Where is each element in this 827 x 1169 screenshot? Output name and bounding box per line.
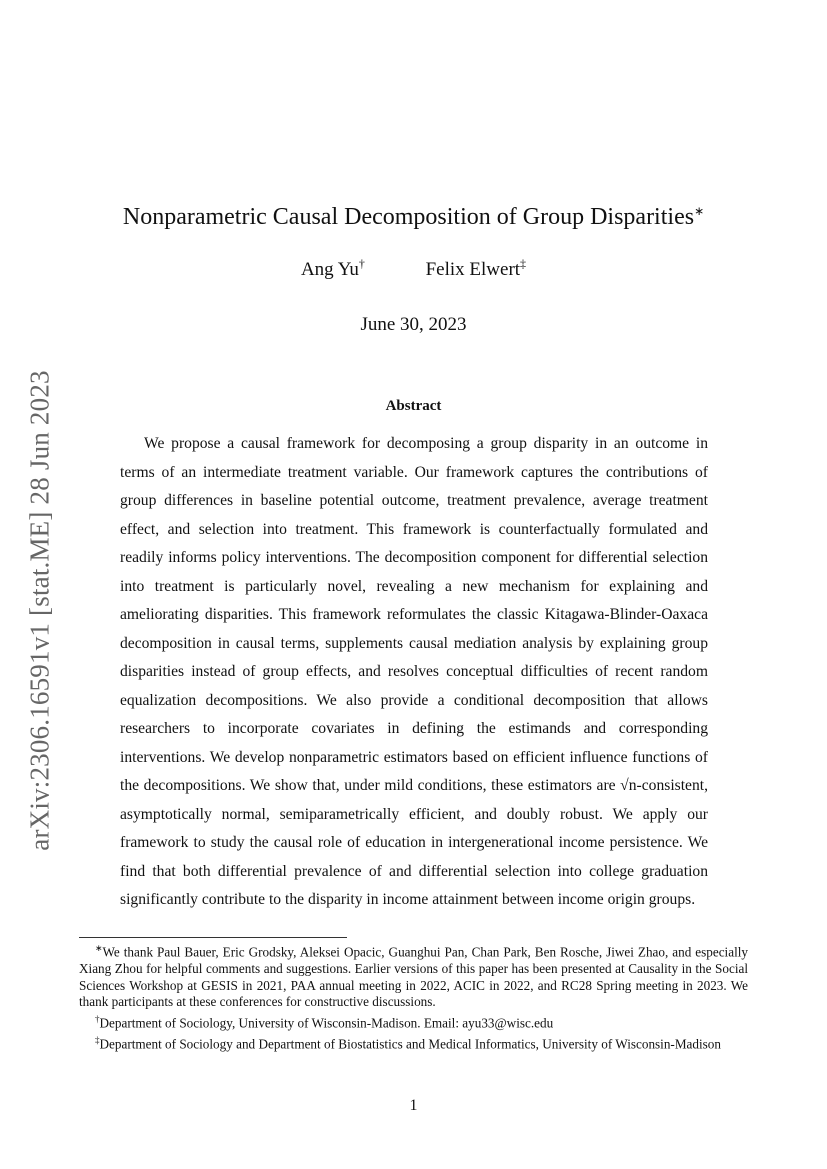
author-name: Felix Elwert xyxy=(425,259,521,280)
arxiv-identifier: arXiv:2306.16591v1 [stat.ME] 28 Jun 2023 xyxy=(24,369,55,851)
arxiv-sidebar xyxy=(22,360,58,860)
abstract-heading: Abstract xyxy=(385,398,442,414)
author-name: Ang Yu xyxy=(300,259,359,280)
footnote-rule xyxy=(79,937,347,938)
footnote xyxy=(79,1032,748,1053)
author-list xyxy=(0,256,827,281)
abstract-text: We propose a causal framework for decomposing a group disparity in an outcome in terms of an intermediate treatment variable. Our framework captures the contributions of group differences in baseline potential outcome, treatment prevalence, average treatment effect, and selection into treatment. This framework is counterfactually formulated and readily informs policy interventions. The decomposition component for differential selection into treatment is particularly novel, revealing a new mechanism for explaining and ameliorating disparities. This framework reformulates the classic Kitagawa-Blinder-Oaxaca decomposition in causal terms, supplements causal mediation analysis by explaining group disparities instead of group effects, and resolves conceptual difficulties of recent random equalization decompositions. We also provide a conditional decomposition that allows researchers to incorporate covariates in defining the estimands and corresponding interventions. We develop nonparametric estimators based on efficient influence functions of the decompositions. We show that, under mild conditions, these estimators are √n-consistent, asymptotically normal, semiparametrically efficient, and doubly robust. We apply our framework to study the causal role of education in intergenerational income persistence. We find that both differential prevalence of and differential selection into college graduation significantly contribute to the disparity in income attainment between income origin groups. xyxy=(120,435,708,908)
footnote xyxy=(79,940,748,1011)
footnote xyxy=(79,1011,748,1032)
paper-title-text: Nonparametric Causal Decomposition of Group Disparities xyxy=(122,204,695,231)
author-footnote-mark: † xyxy=(358,256,365,271)
footnote-text: Department of Sociology, University of Wisconsin-Madison. Email: ayu33@wisc.edu xyxy=(99,1015,554,1031)
footnote-mark: ‡ xyxy=(95,1034,100,1045)
paper-title xyxy=(0,204,827,231)
publication-date: June 30, 2023 xyxy=(360,314,467,335)
author xyxy=(300,256,365,281)
author xyxy=(425,256,527,281)
footnote-mark: ∗ xyxy=(95,943,103,953)
page-number: 1 xyxy=(409,1097,418,1114)
author-footnote-mark: ‡ xyxy=(520,256,527,271)
footnote-text: We thank Paul Bauer, Eric Grodsky, Aleksei Opacic, Guanghui Pan, Chan Park, Ben Rosche, Jiwei Zhao, and especially Xiang Zhou for helpful comments and suggestions. Earlier versions of this paper has been presented at Causality in the Social Sciences Workshop at GESIS in 2021, PAA annual meeting in 2022, ACIC in 2022, and RC28 Spring meeting in 2023. We thank participants at these conferences for constructive discussions. xyxy=(79,944,748,1010)
footnote-mark: † xyxy=(95,1013,100,1024)
footnotes xyxy=(79,940,748,1053)
footnote-text: Department of Sociology and Department of Biostatistics and Medical Informatics, University of Wisconsin-Madison xyxy=(99,1036,721,1052)
title-footnote-mark: ∗ xyxy=(694,204,705,219)
